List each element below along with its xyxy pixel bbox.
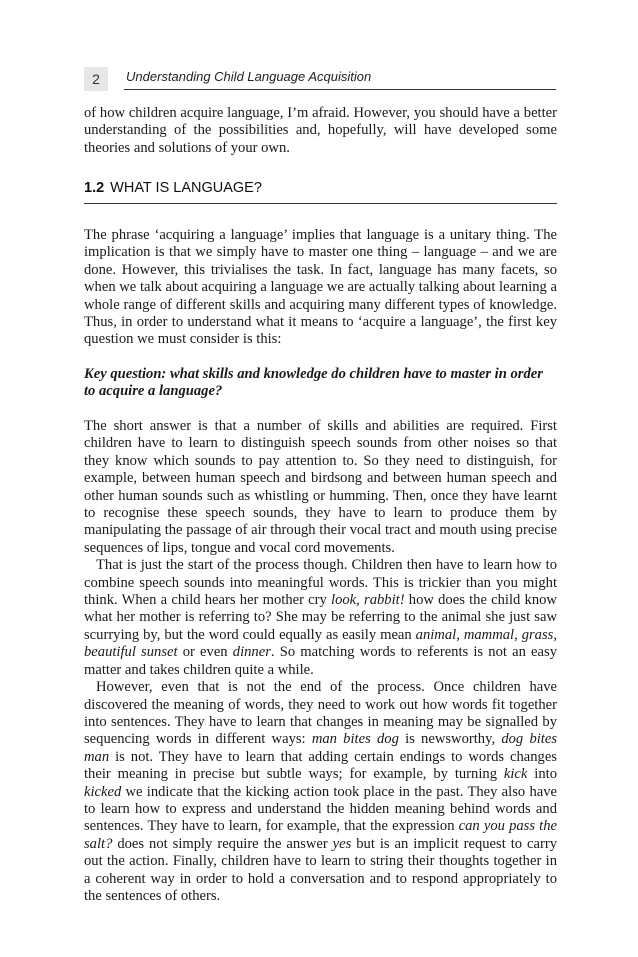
emphasis: beautiful sunset bbox=[84, 644, 178, 661]
emphasis: kicked bbox=[84, 783, 122, 800]
paragraph-4 bbox=[84, 679, 557, 905]
paragraph-2: The short answer is that a number of skills and abilities are required. First children have to learn to distinguish speech sounds from other noises so that they know which sounds to pay attention to. So they need to distinguish, for example, between human speech and birdsong and between human speech and other human sounds such as whistling or humming. Then, once they have learnt to recognise these speech sounds, they have to learn to produce them by manipulating the passage of air through their vocal tract and mouth using precise sequences of lips, tongue and vocal cord movements. bbox=[84, 418, 557, 556]
paragraph-3 bbox=[84, 557, 557, 679]
intro-paragraph: of how children acquire language, I’m afraid. However, you should have a better understanding of the possibilities and, hopefully, will have developed some theories and solutions of your own. bbox=[84, 105, 557, 156]
text-run: how does the child know what her mother is referring to? She may be referring to the animal she just saw scurrying by, but the word could equally as easily mean bbox=[84, 592, 557, 643]
text-run: , bbox=[553, 626, 557, 643]
key-question-block bbox=[84, 366, 557, 401]
emphasis: kick bbox=[503, 766, 528, 783]
text-run: . So matching words to referents is not an easy matter and takes children quite a while. bbox=[84, 644, 557, 678]
emphasis: can you pass the salt? bbox=[84, 818, 557, 852]
section-heading bbox=[84, 180, 557, 204]
emphasis: grass bbox=[521, 626, 554, 643]
section-rule bbox=[84, 203, 557, 204]
text-run: we indicate that the kicking action took place in the past. They also have to learn how to express and understand the hidden meaning behind words and sentences. They have to learn, for example, that the expression bbox=[84, 783, 557, 835]
emphasis: man bites dog bbox=[311, 731, 399, 748]
text-run: That is just the start of the process though. Children then have to learn how to combine speech sounds into meaningful words. This is trickier than you might think. When a child hears her mother cry bbox=[84, 557, 557, 609]
paragraph-1: The phrase ‘acquiring a language’ implies that language is a unitary thing. The implication is that we simply have to master one thing – language – and we are done. However, this trivialises the task. In fact, language has many facets, so when we talk about acquiring a language we are actually talking about learning a whole range of different skills and acquiring many different types of knowledge. Thus, in order to understand what it means to ‘acquire a language’, the first key question we must consider is this: bbox=[84, 227, 557, 348]
text-run: , bbox=[514, 626, 522, 643]
header-rule bbox=[124, 89, 556, 90]
text-run: but is an implicit request to carry out the action. Finally, children have to learn to string their thoughts together in a coherent way in order to hold a conversation and to respond appropriately to the sentences of others. bbox=[84, 835, 557, 904]
text-run: , bbox=[456, 626, 464, 643]
running-header bbox=[84, 67, 556, 91]
paragraph-1-block bbox=[84, 227, 557, 349]
text-run: does not simply require the answer bbox=[112, 835, 333, 852]
emphasis: mammal bbox=[463, 626, 515, 643]
section-number: 1.2 bbox=[84, 180, 105, 196]
main-text-block bbox=[84, 418, 557, 905]
text-run: or even bbox=[177, 644, 233, 661]
page-number: 2 bbox=[84, 67, 108, 91]
emphasis: animal bbox=[415, 626, 457, 643]
intro-text bbox=[84, 105, 557, 157]
emphasis: look, rabbit! bbox=[331, 592, 405, 609]
key-question: Key question: what skills and knowledge do children have to master in order to acquire a language? bbox=[84, 366, 543, 400]
emphasis: yes bbox=[332, 835, 352, 852]
section-title: WHAT IS LANGUAGE? bbox=[110, 180, 262, 196]
text-run: is not. They have to learn that adding certain endings to words changes their meaning in precise but subtle ways; for example, by turning bbox=[84, 748, 557, 783]
text-run: is newsworthy, bbox=[398, 731, 502, 748]
running-title: Understanding Child Language Acquisition bbox=[126, 69, 372, 84]
emphasis: dinner bbox=[232, 644, 271, 661]
text-run: into bbox=[527, 766, 557, 783]
emphasis: dog bites man bbox=[84, 731, 558, 765]
text-run: However, even that is not the end of the process. Once children have discovered the meaning of words, they need to work out how words fit together into sentences. They have to learn that changes in meaning may be signalled by sequencing words in different ways: bbox=[84, 679, 557, 748]
